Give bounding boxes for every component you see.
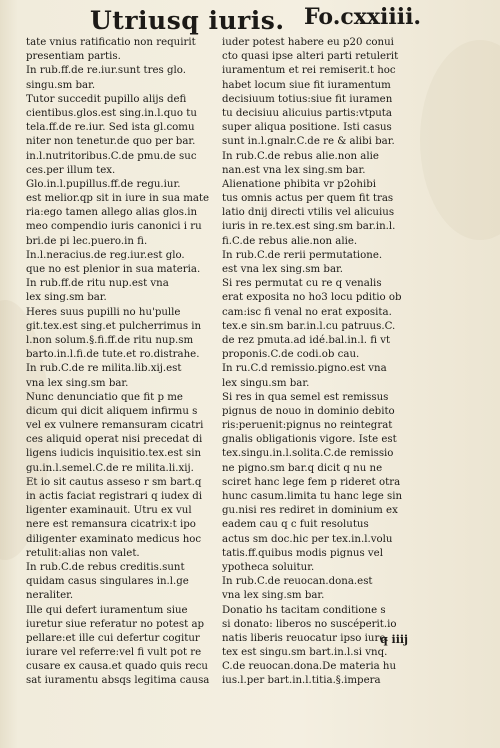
text-line: gu.in.l.semel.C.de re milita.li.xij.: [26, 462, 194, 474]
text-line: diligenter examinato medicus hoc: [26, 533, 202, 545]
text-line: sciret hanc lege fem p rideret otra: [222, 476, 401, 488]
text-line: In rub.C.de rebus creditis.sunt: [26, 561, 185, 573]
text-line: Et io sit cautus asseso r sm bart.q: [26, 476, 202, 488]
text-line: In rub.C.de re milita.lib.xij.est: [26, 363, 182, 375]
text-line: cto quasi ipse alteri parti retulerit: [222, 51, 399, 63]
text-line: barto.in.l.fi.de tute.et ro.distrahe.: [26, 349, 200, 361]
text-line: git.tex.est sing.et pulcherrimus in: [26, 320, 202, 332]
text-line: vna lex sing.sm bar.: [222, 590, 325, 602]
text-line: Alienatione phibita vr p2ohibi: [222, 178, 376, 190]
text-line: sat iuramentu absqs legitima causa: [26, 675, 210, 687]
text-line: sunt in.l.gnalr.C.de re & alibi bar.: [222, 136, 395, 148]
text-line: decisiuum totius:siue fit iuramen: [222, 93, 393, 105]
text-line: Ille qui defert iuramentum siue: [26, 604, 188, 616]
text-line: que no est plenior in sua materia.: [26, 264, 201, 275]
text-line: de rez pmuta.ad idé.bal.in.l. fi vt: [222, 334, 391, 346]
text-line: vel ex vulnere remansuram cicatri: [26, 420, 204, 432]
text-line: singu.sm bar.: [26, 79, 96, 91]
text-line: cusare ex causa.et quado quis recu: [26, 661, 208, 673]
text-line: meo compendio iuris canonici i ru: [26, 221, 202, 233]
text-line: natis liberis reuocatur ipso iure.: [222, 632, 389, 644]
text-line: niter non tenetur.de quo per bar.: [26, 136, 196, 148]
text-line: gnalis obligationis vigore. Iste est: [222, 434, 397, 446]
text-line: ius.l.per bart.in.l.titia.§.impera: [222, 675, 381, 687]
signature-mark: q iiij: [380, 633, 409, 646]
text-line: iuretur siue referatur no potest ap: [26, 618, 205, 630]
text-line: ligenter examinauit. Utru ex vul: [26, 505, 192, 517]
text-line: pignus de nouo in dominio debito: [222, 405, 395, 417]
text-line: Nunc denunciatio que fit p me: [26, 391, 183, 403]
text-line: Tutor succedit pupillo alijs defi: [26, 93, 187, 105]
text-line: retulit:alias non valet.: [26, 547, 140, 559]
text-line: ces aliquid operat nisi precedat di: [26, 434, 203, 446]
text-line: actus sm doc.hic per tex.in.l.volu: [222, 533, 393, 545]
text-line: iurare vel referre:vel fi vult pot re: [26, 647, 202, 659]
text-line: tex.singu.in.l.solita.C.de remissio: [222, 448, 394, 460]
text-line: Si res in qua semel est remissus: [222, 391, 389, 403]
text-line: habet locum siue fit iuramentum: [222, 79, 391, 91]
text-line: Si res permutat cu re q venalis: [222, 278, 382, 290]
text-line: C.de reuocan.dona.De materia hu: [222, 661, 397, 673]
text-line: cam:isc fi venal no erat exposita.: [222, 306, 392, 318]
text-line: nere est remansura cicatrix:t ipo: [26, 519, 196, 531]
text-line: l.non solum.§.fi.ff.de ritu nup.sm: [26, 334, 194, 346]
text-line: In rub.C.de rerii permutatione.: [222, 249, 383, 261]
text-line: ypotheca soluitur.: [222, 561, 315, 573]
text-line: est vna lex sing.sm bar.: [222, 264, 344, 275]
text-line: In rub.ff.de re.iur.sunt tres glo.: [26, 65, 186, 77]
text-line: tex.e sin.sm bar.in.l.cu patruus.C.: [222, 320, 396, 332]
text-line: pellare:et ille cui defertur cogitur: [26, 632, 200, 644]
text-line: fi.C.de rebus alie.non alie.: [222, 235, 358, 247]
text-line: ria:ego tamen allego alias glos.in: [26, 207, 198, 219]
text-line: tela.ff.de re.iur. Sed ista gl.comu: [26, 122, 195, 134]
text-line: Heres suus pupilli no hu'pulle: [26, 306, 181, 318]
text-line: nan.est vna lex sing.sm bar.: [222, 164, 366, 176]
running-head: Utriusq iuris.: [90, 6, 285, 35]
text-line: est melior.qp sit in iure in sua mate: [26, 193, 210, 205]
text-line: proponis.C.de codi.ob cau.: [222, 349, 360, 361]
text-line: presentiam partis.: [26, 51, 121, 63]
text-line: cientibus.glos.est sing.in.l.quo tu: [26, 107, 197, 119]
text-line: neraliter.: [26, 590, 74, 602]
text-line: erat exposita no ho3 locu pditio ob: [222, 292, 402, 304]
text-line: lex sing.sm bar.: [26, 292, 107, 304]
text-line: Donatio hs tacitam conditione s: [222, 604, 386, 616]
text-line: in.l.nutritoribus.C.de pmu.de suc: [26, 150, 197, 162]
text-line: tus omnis actus per quem fit tras: [222, 193, 394, 205]
text-line: si donato: liberos no suscéperit.io: [222, 618, 397, 630]
text-line: iuder potest habere eu p20 conui: [222, 37, 394, 48]
text-line: ces.per illum tex.: [26, 164, 116, 176]
right-text-column: [222, 36, 444, 689]
text-line: iuramentum et rei remiserit.t hoc: [222, 65, 396, 77]
text-line: latio dnij directi vtilis vel alicuius: [222, 207, 395, 219]
text-line: ligens iudicis inquisitio.tex.est sin: [26, 448, 202, 460]
folio-number: Fo.cxxiiii.: [304, 4, 422, 30]
left-text-column: [26, 36, 218, 689]
text-line: bri.de pi lec.puero.in fi.: [26, 235, 148, 247]
text-line: hunc casum.limita tu hanc lege sin: [222, 491, 403, 502]
text-line: tu decisiuu alicuius partis:vtputa: [222, 107, 392, 119]
text-line: ris:peruenit:pignus no reintegrat: [222, 420, 393, 432]
text-line: gu.nisi res rediret in dominium ex: [222, 505, 398, 517]
text-line: In rub.C.de reuocan.dona.est: [222, 576, 373, 588]
text-line: Glo.in.l.pupillus.ff.de regu.iur.: [26, 178, 181, 190]
text-line: eadem cau q c fuit resolutus: [222, 519, 369, 531]
text-line: In.l.neracius.de reg.iur.est glo.: [26, 249, 185, 261]
text-line: vna lex sing.sm bar.: [26, 377, 129, 389]
text-line: In rub.C.de rebus alie.non alie: [222, 150, 379, 162]
text-line: quidam casus singulares in.l.ge: [26, 576, 189, 588]
text-line: super aliqua positione. Isti casus: [222, 122, 392, 134]
text-line: dicum qui dicit aliquem infirmu s: [26, 405, 198, 417]
text-line: iuris in re.tex.est sing.sm bar.in.l.: [222, 221, 396, 233]
text-line: ne pigno.sm bar.q dicit q nu ne: [222, 462, 383, 474]
text-line: in actis faciat registrari q iudex di: [26, 491, 203, 502]
text-line: tex est singu.sm bart.in.l.si vnq.: [222, 647, 388, 659]
text-line: In rub.ff.de ritu nup.est vna: [26, 278, 169, 290]
text-line: lex singu.sm bar.: [222, 377, 310, 389]
text-line: tate vnius ratificatio non requirit: [26, 37, 196, 48]
text-line: tatis.ff.quibus modis pignus vel: [222, 547, 383, 559]
text-line: In ru.C.d remissio.pigno.est vna: [222, 363, 387, 375]
